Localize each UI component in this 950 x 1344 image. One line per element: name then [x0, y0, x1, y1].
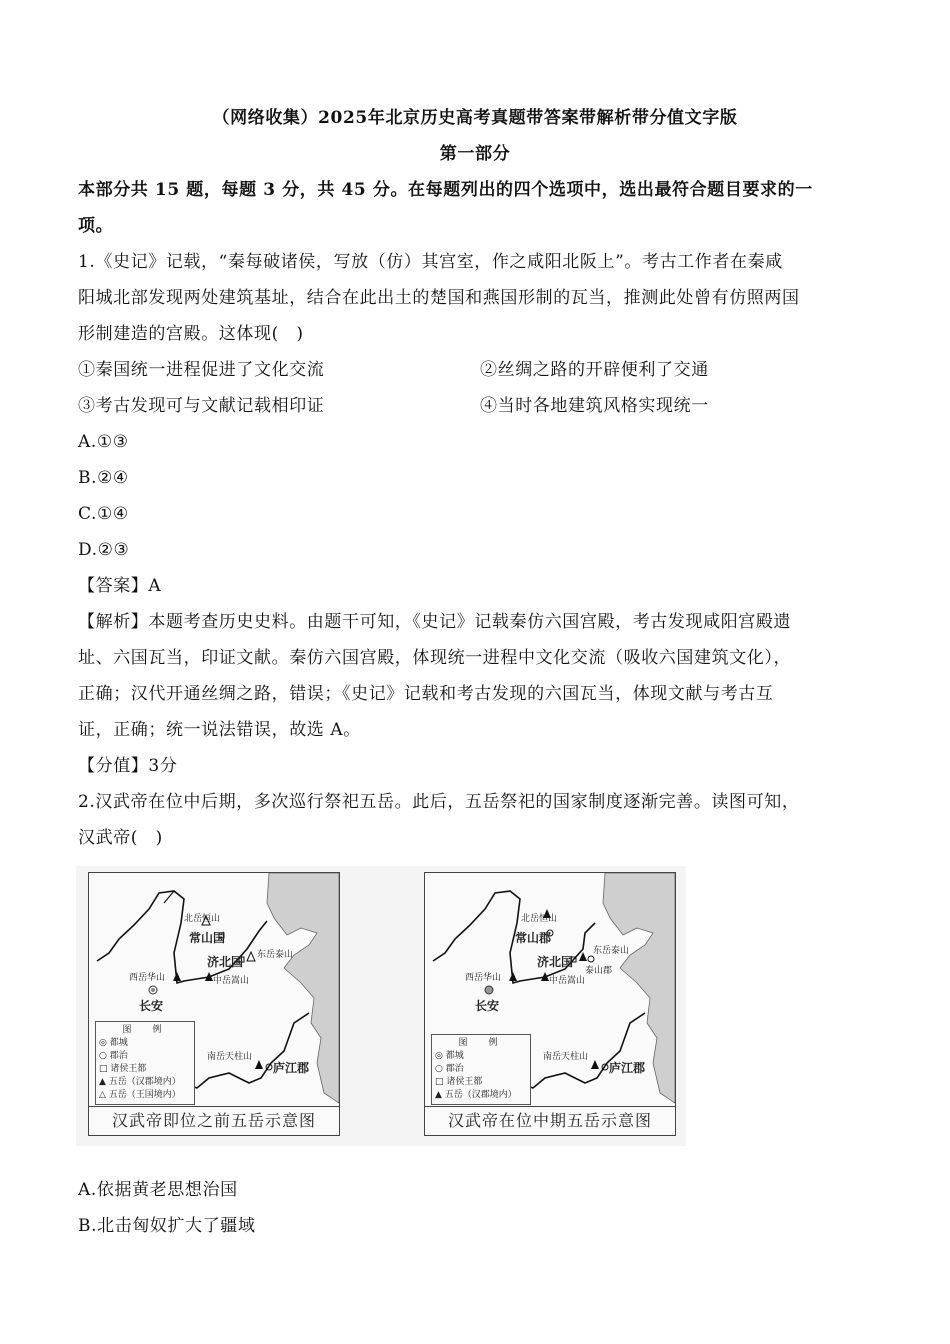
document-title: （网络收集）2025年北京历史高考真题带答案带解析带分值文字版 [212, 108, 738, 128]
label-central-mountain: 中岳嵩山 [549, 976, 586, 986]
label-south-mountain: 南岳天柱山 [543, 1052, 589, 1062]
map-title: 汉武帝在位中期五岳示意图 [425, 1106, 675, 1135]
q1-stem-line-1: 1.《史记》记载，“秦每破诸侯，写放（仿）其宫室，作之咸阳北阪上”。考古工作者在秦咸 [78, 252, 783, 272]
q2-option-b[interactable]: B.北击匈奴扩大了疆域 [78, 1216, 256, 1236]
q2-stem-line-2: 汉武帝( ) [78, 828, 163, 848]
legend-commandery: ○ 郡治 [435, 1064, 464, 1074]
section-heading: 第一部分 [439, 144, 511, 164]
legend-kingdom-capital: □ 诸侯王都 [435, 1077, 483, 1087]
q1-option-d[interactable]: D.②③ [78, 540, 130, 560]
label-changan: 长安 [475, 999, 500, 1013]
q1-analysis-line-1: 【解析】本题考查历史史料。由题干可知，《史记》记载秦仿六国宫殿，考古发现咸阳宫殿遗 [78, 612, 792, 632]
label-east-mountain: 东岳泰山 [257, 950, 294, 960]
q2-option-a[interactable]: A.依据黄老思想治国 [78, 1180, 238, 1200]
q1-statement-1: ①秦国统一进程促进了文化交流 [78, 360, 325, 380]
label-east-mountain: 东岳泰山 [593, 946, 630, 956]
label-south-mountain: 南岳天柱山 [207, 1052, 253, 1062]
label-lujiang: 庐江郡 [609, 1061, 646, 1075]
q2-stem-line-1: 2.汉武帝在位中后期，多次巡行祭祀五岳。此后，五岳祭祀的国家制度逐渐完善。读图可知， [78, 792, 800, 812]
label-north-mountain: 北岳恒山 [184, 914, 221, 924]
label-lujiang: 庐江郡 [273, 1061, 310, 1075]
q1-statement-3: ③考古发现可与文献记载相印证 [78, 396, 325, 416]
q1-analysis-line-3: 正确；汉代开通丝绸之路，错误；《史记》记载和考古发现的六国瓦当，体现文献与考古互 [78, 684, 774, 704]
q1-score: 【分值】3分 [78, 756, 178, 776]
label-jibei: 济北国 [207, 955, 244, 969]
legend-commandery: ○ 郡治 [99, 1051, 128, 1061]
legend-kingdom-capital: □ 诸侯王都 [99, 1064, 147, 1074]
q1-statements-row-1 [78, 358, 874, 382]
label-west-mountain: 西岳华山 [465, 973, 502, 983]
instructions-line-1: 本部分共 15 题，每题 3 分，共 45 分。在每题列出的四个选项中，选出最符合题目要求的一 [78, 180, 813, 200]
map-title: 汉武帝即位之前五岳示意图 [89, 1106, 339, 1135]
q1-answer: 【答案】A [78, 576, 162, 596]
q1-statement-4: ④当时各地建筑风格实现统一 [480, 396, 709, 416]
label-changan: 长安 [139, 999, 164, 1013]
label-taishan: 泰山郡 [585, 966, 613, 976]
legend-mountain-kingdom: △ 五岳（王国境内） [99, 1090, 181, 1100]
q1-option-c[interactable]: C.①④ [78, 504, 129, 524]
q1-analysis-line-2: 址、六国瓦当，印证文献。秦仿六国宫殿，体现统一进程中文化交流（吸收六国建筑文化）， [78, 648, 792, 668]
legend-mountain-han: ▲ 五岳（汉郡境内） [99, 1077, 181, 1087]
legend-capital: ◎ 都城 [99, 1038, 128, 1048]
q1-stem-line-3: 形制建造的宫殿。这体现( ) [78, 324, 304, 344]
q1-option-a[interactable]: A.①③ [78, 432, 129, 452]
instructions-line-2: 项。 [78, 216, 114, 236]
label-changshan: 常山郡 [515, 931, 552, 945]
label-central-mountain: 中岳嵩山 [213, 976, 250, 986]
legend-capital: ◎ 都城 [435, 1051, 464, 1061]
q1-analysis-line-4: 证，正确；统一说法错误，故选 A。 [78, 720, 361, 740]
map-legend: 图 例 ◎ 都城 ○ 郡治 □ 诸侯王都 ▲ 五岳（汉郡境内） [431, 1034, 531, 1105]
q1-stem-line-2: 阳城北部发现两处建筑基址，结合在此出土的楚国和燕国形制的瓦当，推测此处曾有仿照两国 [78, 288, 800, 308]
map-mid-reign [424, 872, 676, 1136]
label-changshan: 常山国 [189, 931, 226, 945]
map-legend: 图 例 ◎ 都城 ○ 郡治 □ 诸侯王都 ▲ 五岳（汉郡境内） △ 五岳（王国境内） [95, 1021, 195, 1105]
q1-statements-row-2 [78, 394, 874, 418]
legend-mountain-han: ▲ 五岳（汉郡境内） [435, 1090, 517, 1100]
q1-statement-2: ②丝绸之路的开辟便利了交通 [480, 360, 709, 380]
q2-maps-figure [76, 866, 686, 1146]
map-before-accession [88, 872, 340, 1136]
label-jibei: 济北国 [537, 955, 574, 969]
label-north-mountain: 北岳恒山 [521, 914, 558, 924]
q1-option-b[interactable]: B.②④ [78, 468, 129, 488]
label-west-mountain: 西岳华山 [129, 973, 166, 983]
